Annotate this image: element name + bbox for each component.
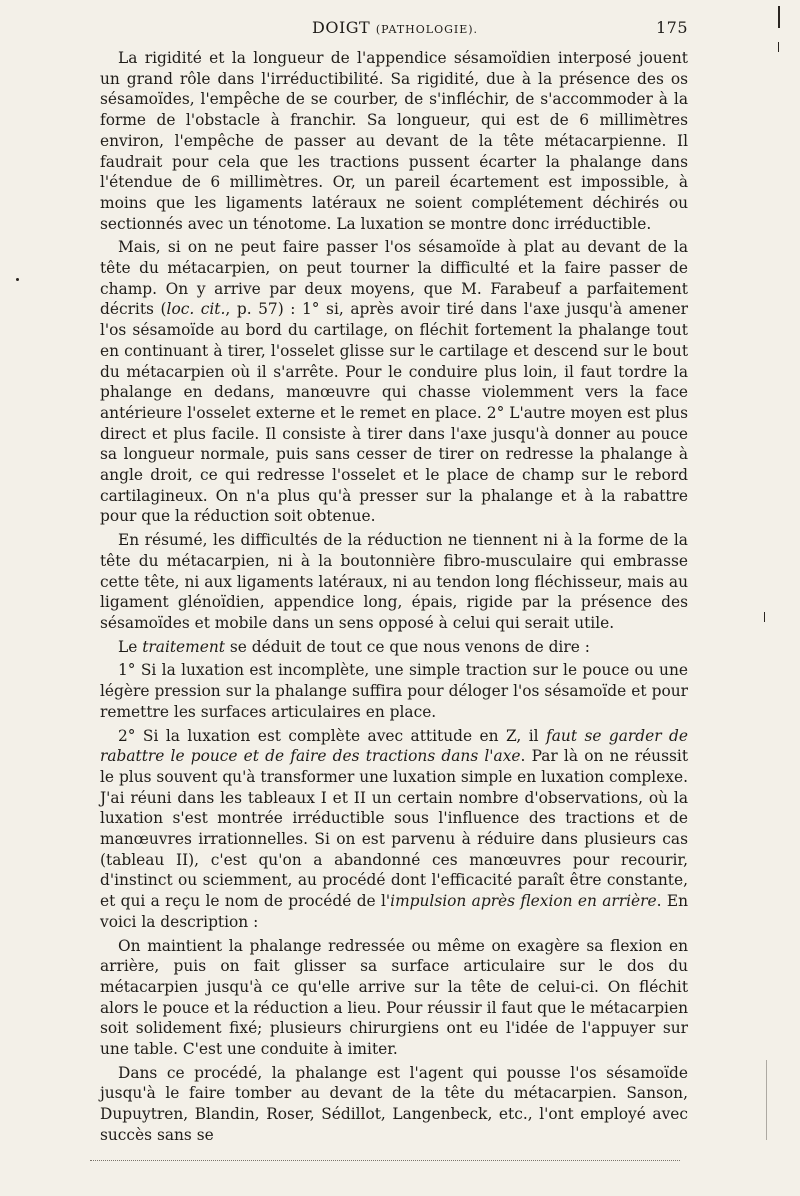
paragraph-4	[100, 637, 688, 658]
page-number: 175	[655, 18, 688, 37]
running-header	[100, 18, 688, 42]
paragraph-6-emphasis-a: faut se garder de rabattre le pouce et de faire des tractions dans l'axe	[100, 726, 688, 766]
paragraph-4-text-b: se déduit de tout ce que nous venons de dire :	[224, 637, 590, 656]
margin-mark	[764, 612, 765, 622]
paragraph-6-text-c: . En voici la description :	[100, 892, 688, 931]
header-title-main: DOIGT	[312, 18, 371, 37]
margin-mark	[778, 42, 779, 52]
body-text	[100, 48, 688, 1149]
paragraph-2-text-a: Mais, si on ne peut faire passer l'os sésamoïde à plat au devant de la tête du métacarpien, on peut tourner la difficulté et la faire passer de champ. On y arrive par deux moyens, que M. Farabeuf a parfaitement décrits (	[100, 238, 688, 319]
paragraph-6	[100, 726, 688, 933]
paragraph-6-emphasis-b: impulsion après flexion en arrière	[390, 892, 657, 911]
paragraph-6-text-a: 2° Si la luxation est complète avec attitude en Z, il	[118, 726, 547, 745]
paragraph-5: 1° Si la luxation est incomplète, une simple traction sur le pouce ou une légère pression sur la phalange suffira pour déloger l'os sésamoïde et pour remettre les surfaces articulaires en place.	[100, 661, 688, 721]
margin-mark	[16, 278, 19, 281]
margin-mark	[766, 1060, 767, 1140]
paragraph-4-emphasis: traitement	[142, 637, 225, 656]
paragraph-2-citation: loc. cit.	[166, 300, 226, 319]
paragraph-2	[100, 237, 688, 527]
paragraph-7: On maintient la phalange redressée ou même on exagère sa flexion en arrière, puis on fait glisser sa surface articulaire sur le dos du métacarpien jusqu'à ce qu'elle arrive sur la tête de celui-ci. On fléchit alors le pouce et la réduction a lieu. Pour réussir il faut que le métacarpien soit solidement fixé; plusieurs chirurgiens ont eu l'idée de l'appuyer sur une table. C'est une conduite à imiter.	[100, 936, 688, 1059]
paragraph-4-text-a: Le	[118, 637, 143, 656]
paragraph-2-text-b: , p. 57) : 1° si, après avoir tiré dans l'axe jusqu'à amener l'os sésamoïde au bord du cartilage, on fléchit fortement la phalange tout en continuant à tirer, l'osselet glisse sur le cartilage et descend sur le bout du métacarpien où il s'arrête. Pour le conduire plus loin, il faut tordre la phalange en dedans, manœuvre qui chasse violemment vers la face antérieure l'osselet externe et le remet en place. 2° L'autre moyen est plus direct et plus facile. Il consiste à tirer dans l'axe jusqu'à donner au pouce sa longueur normale, puis sans cesser de tirer on redresse la phalange à angle droit, ce qui redresse l'osselet et le place de champ sur le rebord cartilagineux. On n'a plus qu'à presser sur la phalange et à la rabattre pour que la réduction soit obtenue.	[100, 300, 688, 526]
margin-mark	[778, 6, 780, 28]
bottom-scan-artifact	[90, 1160, 680, 1171]
paragraph-6-text-b: . Par là on ne réussit le plus souvent qu'à transformer une luxation simple en luxation complexe. J'ai réuni dans les tableaux I et II un certain nombre d'observations, où la luxation s'est montrée irréductible sous l'influence des tractions et de manœuvres irrationnelles. Si on est parvenu à réduire dans plusieurs cas (tableau II), c'est qu'on a abandonné ces manœuvres pour recourir, d'instinct ou sciemment, au procédé dont l'efficacité paraît être constante, et qui a reçu le nom de procédé de l'	[100, 747, 688, 911]
paragraph-3: En résumé, les difficultés de la réduction ne tiennent ni à la forme de la tête du métacarpien, ni à la boutonnière fibro-musculaire qui embrasse cette tête, ni aux ligaments latéraux, ni au tendon long fléchisseur, mais au ligament glénoïdien, appendice long, épais, rigide par la présence des sésamoïdes et mobile dans un sens opposé à celui qui serait utile.	[100, 531, 688, 632]
header-title-sub: (PATHOLOGIE).	[375, 23, 479, 36]
header-title	[312, 18, 478, 37]
paragraph-1: La rigidité et la longueur de l'appendice sésamoïdien interposé jouent un grand rôle dans l'irréductibilité. Sa rigidité, due à la présence des os sésamoïdes, l'empêche de se courber, de s'infléchir, de s'accommoder à la forme de l'obstacle à franchir. Sa longueur, qui est de 6 millimètres environ, l'empêche de passer au devant de la tête métacarpienne. Il faudrait pour cela que les tractions pussent écarter la phalange dans l'étendue de 6 millimètres. Or, un pareil écartement est impossible, à moins que les ligaments latéraux ne soient complétement déchirés ou sectionnés avec un ténotome. La luxation se montre donc irréductible.	[100, 49, 688, 233]
paragraph-8: Dans ce procédé, la phalange est l'agent qui pousse l'os sésamoïde jusqu'à le faire tomber au devant de la tête du métacarpien. Sanson, Dupuytren, Blandin, Roser, Sédillot, Langenbeck, etc., l'ont employé avec succès sans se	[100, 1063, 688, 1144]
